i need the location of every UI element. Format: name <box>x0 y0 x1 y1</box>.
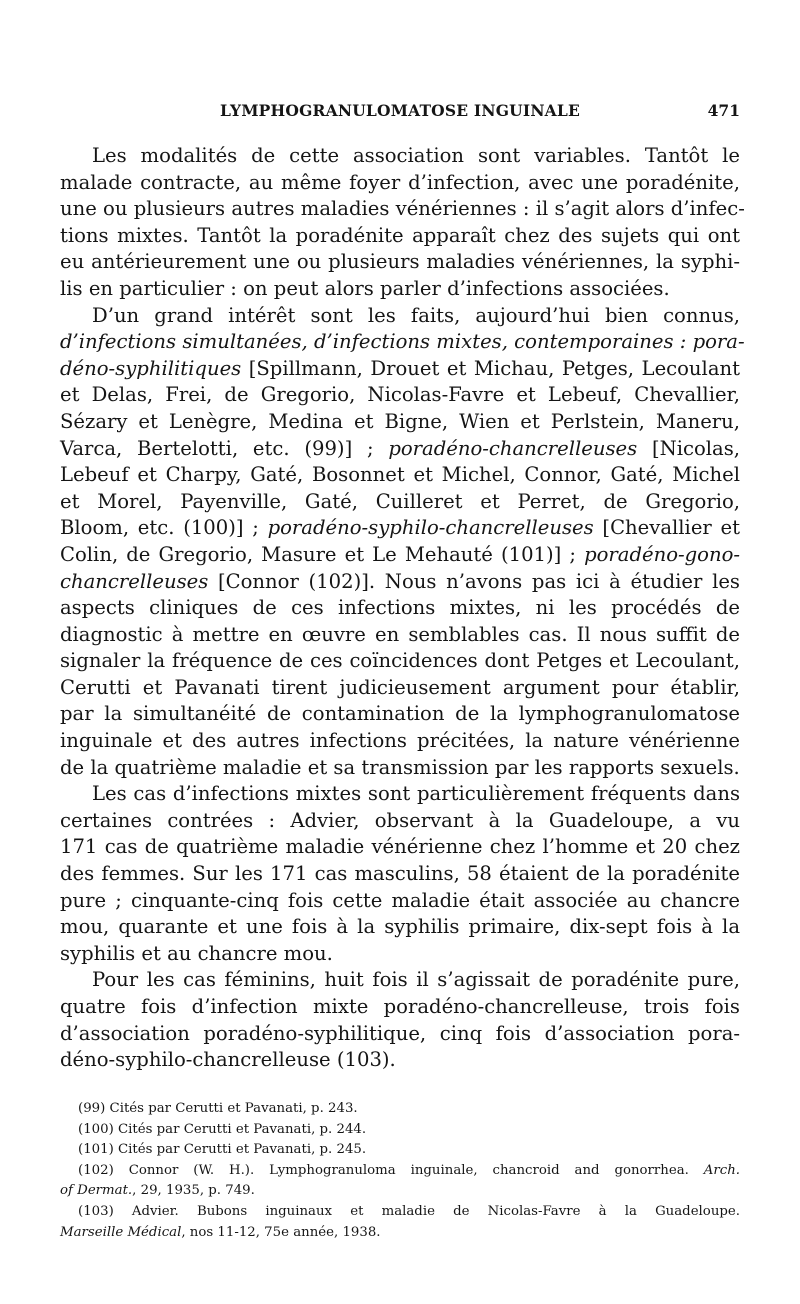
text-line: mou, quarante et une fois à la syphilis primaire, dix-sept fois à la <box>60 915 740 939</box>
text-line: syphilis et au chancre mou. <box>60 941 333 965</box>
italic-run: d’infections simultanées, d’infections mixtes, contemporaines : pora- <box>60 330 745 354</box>
text-run: (102) Connor (W. H.). Lymphogranuloma inguinale, chancroid and gonorrhea. <box>78 1162 704 1178</box>
footnote-100: (100) Cités par Cerutti et Pavanati, p. 244. <box>78 1121 367 1137</box>
paragraph-2 <box>60 303 745 782</box>
footnote-103-cont <box>60 1223 740 1244</box>
footnote-102-cont <box>60 1181 740 1202</box>
italic-run: poradéno-gono- <box>584 542 740 566</box>
text-run: [Nicolas, <box>637 436 740 460</box>
text-line <box>60 515 740 542</box>
text-line: diagnostic à mettre en œuvre en semblables cas. Il nous suffit de <box>60 622 740 646</box>
text-line: une ou plusieurs autres maladies vénériennes : il s’agit alors d’infec- <box>60 197 745 221</box>
text-line: Sézary et Lenègre, Medina et Bigne, Wien et Perlstein, Maneru, <box>60 409 740 433</box>
text-line: certaines contrées : Advier, observant à la Guadeloupe, a vu <box>60 808 740 832</box>
italic-run: déno-syphilitiques <box>60 356 242 380</box>
text-line: et Morel, Payenville, Gaté, Cuilleret et Perret, de Gregorio, <box>60 489 740 513</box>
footnote-102 <box>60 1161 740 1182</box>
text-run: [Connor (102)]. Nous n’avons pas ici à étudier les <box>208 569 740 593</box>
italic-run: chancrelleuses <box>60 569 209 593</box>
text-line: 171 cas de quatrième maladie vénérienne chez l’homme et 20 chez <box>60 835 740 859</box>
text-line: Cerutti et Pavanati tirent judicieusement argument pour établir, <box>60 675 740 699</box>
text-run: , nos 11-12, 75e année, 1938. <box>181 1224 381 1240</box>
text-line <box>60 356 740 383</box>
text-line: d’association poradéno-syphilitique, cinq fois d’association pora- <box>60 1021 740 1045</box>
text-line: D’un grand intérêt sont les faits, aujourd’hui bien connus, <box>92 303 740 327</box>
text-line <box>60 569 740 596</box>
text-line: Pour les cas féminins, huit fois il s’agissait de poradénite pure, <box>92 968 740 992</box>
text-line: malade contracte, au même foyer d’infection, avec une poradénite, <box>60 170 740 194</box>
page-number: 471 <box>707 101 740 120</box>
text-line: de la quatrième maladie et sa transmission par les rapports sexuels. <box>60 755 740 779</box>
text-line: Les modalités de cette association sont variables. Tantôt le <box>92 144 740 167</box>
text-line: par la simultanéité de contamination de la lymphogranulomatose <box>60 702 740 726</box>
text-line: Les cas d’infections mixtes sont particulièrement fréquents dans <box>92 782 740 806</box>
text-line: eu antérieurement une ou plusieurs maladies vénériennes, la syphi- <box>60 250 740 274</box>
text-line <box>60 436 740 463</box>
italic-run: poradéno-chancrelleuses <box>388 436 638 460</box>
text-line: aspects cliniques de ces infections mixtes, ni les procédés de <box>60 596 740 620</box>
footnote-99: (99) Cités par Cerutti et Pavanati, p. 243. <box>78 1101 358 1116</box>
body-text <box>60 143 745 1074</box>
text-run: , 29, 1935, p. 749. <box>132 1183 255 1199</box>
text-run: Colin, de Gregorio, Masure et Le Mehauté (101)] ; <box>60 542 585 566</box>
running-title: LYMPHOGRANULOMATOSE INGUINALE <box>219 101 581 120</box>
running-head <box>60 101 740 127</box>
text-run: [Spillmann, Drouet et Michau, Petges, Lecoulant <box>241 356 740 380</box>
italic-run: of Dermat. <box>60 1183 133 1199</box>
text-line: pure ; cinquante-cinq fois cette maladie était associée au chancre <box>60 888 740 912</box>
text-run: Bloom, etc. (100)] ; <box>60 516 268 540</box>
paragraph-3 <box>60 781 740 967</box>
text-line: des femmes. Sur les 171 cas masculins, 58 étaient de la poradénite <box>60 862 740 886</box>
text-line: déno-syphilo-chancrelleuse (103). <box>60 1048 396 1072</box>
italic-run: poradéno-syphilo-chancrelleuses <box>267 516 594 540</box>
footnote-101: (101) Cités par Cerutti et Pavanati, p. 245. <box>78 1142 367 1158</box>
paragraph-4 <box>60 967 740 1073</box>
footnotes <box>60 1099 740 1243</box>
text-run: [Chevallier et <box>593 516 740 540</box>
text-line <box>60 542 740 569</box>
text-run: Varca, Bertelotti, etc. (99)] ; <box>60 436 389 460</box>
text-line: lis en particulier : on peut alors parler d’infections associées. <box>60 276 670 300</box>
text-line <box>60 329 745 356</box>
text-line: tions mixtes. Tantôt la poradénite apparaît chez des sujets qui ont <box>60 223 740 247</box>
text-line: signaler la fréquence de ces coïncidences dont Petges et Lecoulant, <box>60 649 740 673</box>
italic-run: Arch. <box>703 1162 740 1178</box>
italic-run: Marseille Médical <box>60 1224 182 1240</box>
text-line: inguinale et des autres infections précitées, la nature vénérienne <box>60 729 740 753</box>
footnote-103: (103) Advier. Bubons inguinaux et maladie de Nicolas-Favre à la Guadeloupe. <box>78 1203 740 1219</box>
text-line: et Delas, Frei, de Gregorio, Nicolas-Favre et Lebeuf, Chevallier, <box>60 383 740 407</box>
text-line: Lebeuf et Charpy, Gaté, Bosonnet et Michel, Connor, Gaté, Michel <box>60 463 740 487</box>
paragraph-1 <box>60 143 745 303</box>
text-line: quatre fois d’infection mixte poradéno-chancrelleuse, trois fois <box>60 995 740 1018</box>
